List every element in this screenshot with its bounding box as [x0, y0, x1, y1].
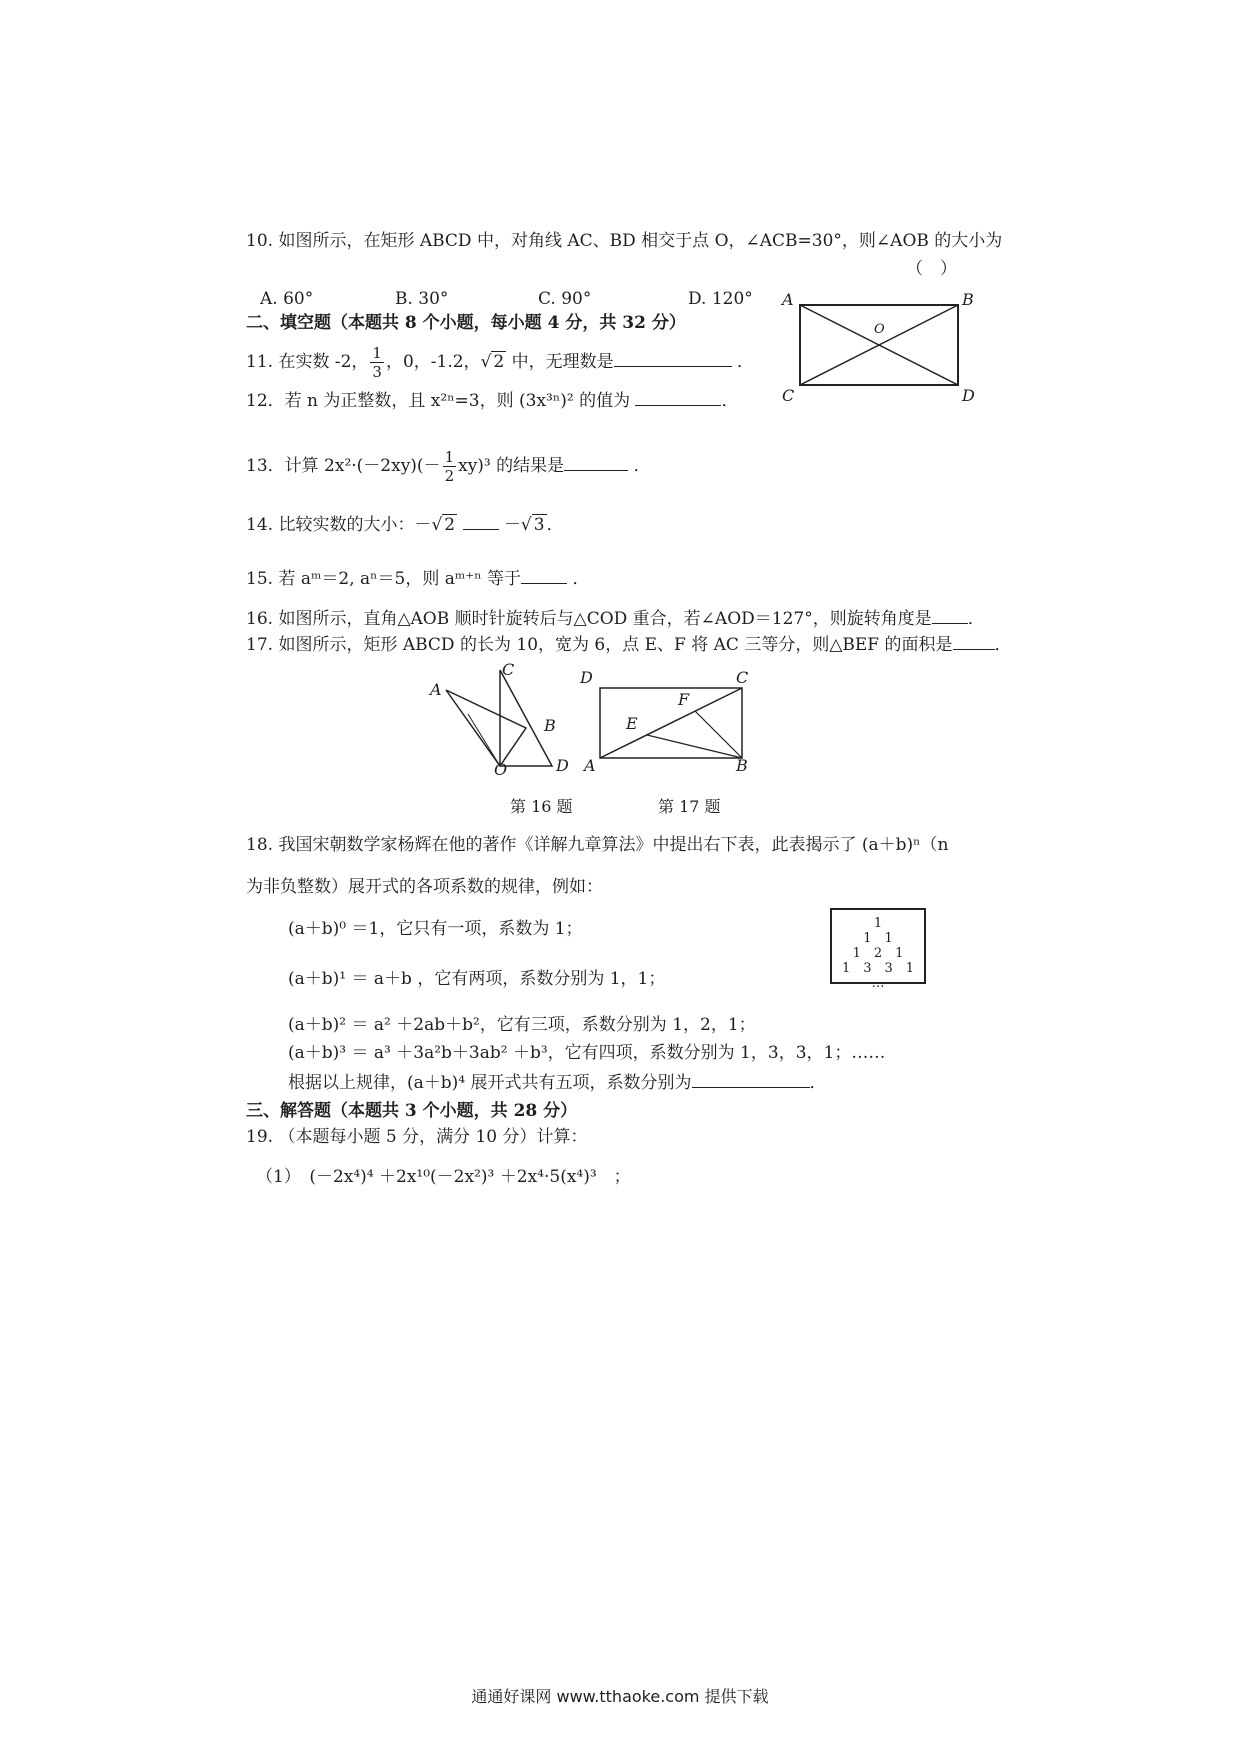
q10-label-a: A	[782, 290, 794, 309]
q19-part1: （1） (－2x⁴)⁴ ＋2x¹⁰(－2x²)³ ＋2x⁴·5(x⁴)³ ；	[256, 1167, 631, 1187]
fig16-label-b: B	[544, 716, 556, 735]
q12-answer-blank	[635, 391, 721, 406]
q10-label-c: C	[782, 386, 795, 405]
q10-label-o: O	[874, 322, 885, 337]
q13-answer-blank	[564, 456, 628, 471]
q11-fraction: $\frac{1}{3}$	[372, 344, 382, 381]
q18-answer-blank	[692, 1073, 810, 1088]
q18-line1: 18. 我国宋朝数学家杨辉在他的著作《详解九章算法》中提出右下表，此表揭示了 (a＋b)ⁿ（n	[246, 835, 949, 855]
q10-label-b: B	[962, 290, 974, 309]
fig16-caption: 第 16 题	[510, 797, 573, 816]
triangle-row: 1 1	[863, 931, 893, 946]
fig16-label-c: C	[502, 660, 515, 679]
triangle-row: …	[871, 976, 885, 991]
q10-answer-paren: （ ）	[906, 259, 957, 279]
q11-answer-blank	[614, 352, 732, 367]
q10-option-c: C. 90°	[538, 289, 592, 309]
triangle-row: 1 2 1	[852, 946, 904, 961]
q15: 15. 若 aᵐ＝2, aⁿ＝5，则 aᵐ⁺ⁿ 等于 ．	[246, 569, 590, 589]
q13-fraction: $\frac{1}{2}$	[444, 448, 455, 485]
q19-heading: 19. （本题每小题 5 分，满分 10 分）计算：	[246, 1127, 588, 1147]
q14-answer-blank	[463, 515, 499, 530]
q18-question: 根据以上规律，(a＋b)⁴ 展开式共有五项，系数分别为 ．	[288, 1073, 827, 1093]
fig17-label-c: C	[736, 668, 749, 687]
q18-example-3: (a＋b)³ ＝ a³ ＋3a²b＋3ab² ＋b³，它有四项，系数分别为 1，3，3，1；……	[288, 1043, 886, 1063]
q18-example-2: (a＋b)² ＝ a² ＋2ab＋b²，它有三项，系数分别为 1，2，1；	[288, 1015, 756, 1035]
q14: 14. 比较实数的大小：－√ 2 －√ 3 ．	[246, 515, 564, 535]
fig17-label-d: D	[580, 668, 593, 687]
q10-option-a: A. 60°	[260, 289, 314, 309]
q18-example-0: (a＋b)⁰ ＝1，它只有一项，系数为 1；	[288, 919, 583, 939]
q11: 11. 在实数 -2， $\frac{1}{3}$ ，0，-1.2，√ 2 中，无理数是 ．	[246, 344, 755, 381]
q13: 13．计算 2x²·(－2xy)(－ $\frac{1}{2}$ xy)³ 的结果是 ．	[246, 448, 651, 485]
q10-rectangle-figure	[800, 305, 960, 387]
q10-option-d: D. 120°	[688, 289, 753, 309]
q16: 16. 如图所示，直角△AOB 顺时针旋转后与△COD 重合，若∠AOD＝127°，则旋转角度是 ．	[246, 609, 985, 629]
q15-answer-blank	[521, 569, 567, 584]
q18-example-1: (a＋b)¹ ＝ a＋b ，它有两项，系数分别为 1，1；	[288, 969, 666, 989]
triangle-row: 1 3 3 1	[841, 961, 915, 976]
fig16-label-a: A	[430, 680, 442, 699]
q18-line2: 为非负整数）展开式的各项系数的规律，例如：	[246, 877, 603, 897]
fig17-label-a: A	[584, 756, 596, 775]
fig16-label-d: D	[556, 756, 569, 775]
fig16-triangles	[440, 670, 580, 770]
triangle-row: 1	[873, 916, 883, 931]
section-3-heading: 三、解答题（本题共 3 个小题，共 28 分）	[246, 1101, 578, 1121]
q10-stem: 10. 如图所示，在矩形 ABCD 中，对角线 AC、BD 相交于点 O，∠ACB=30°，则∠AOB 的大小为	[246, 231, 1003, 251]
fig17-label-e: E	[626, 714, 638, 733]
yang-hui-triangle-table	[830, 908, 926, 991]
q10-option-b: B. 30°	[395, 289, 449, 309]
fig17-caption: 第 17 题	[658, 797, 721, 816]
footer-credit: 通通好课网 www.tthaoke.com 提供下载	[471, 1687, 769, 1706]
q17: 17. 如图所示，矩形 ABCD 的长为 10，宽为 6，点 E、F 将 AC 三等分，则△BEF 的面积是 ．	[246, 635, 1012, 655]
section-2-heading: 二、填空题（本题共 8 个小题，每小题 4 分，共 32 分）	[246, 313, 686, 333]
q17-answer-blank	[953, 635, 995, 650]
fig17-label-b: B	[736, 756, 748, 775]
q16-answer-blank	[932, 609, 968, 624]
q12: 12．若 n 为正整数，且 x²ⁿ=3，则 (3x³ⁿ)² 的值为 ．	[246, 391, 739, 411]
q10-label-d: D	[962, 386, 975, 405]
fig16-label-o: O	[494, 760, 508, 779]
fig17-rectangle	[600, 688, 744, 760]
fig17-label-f: F	[678, 690, 690, 709]
